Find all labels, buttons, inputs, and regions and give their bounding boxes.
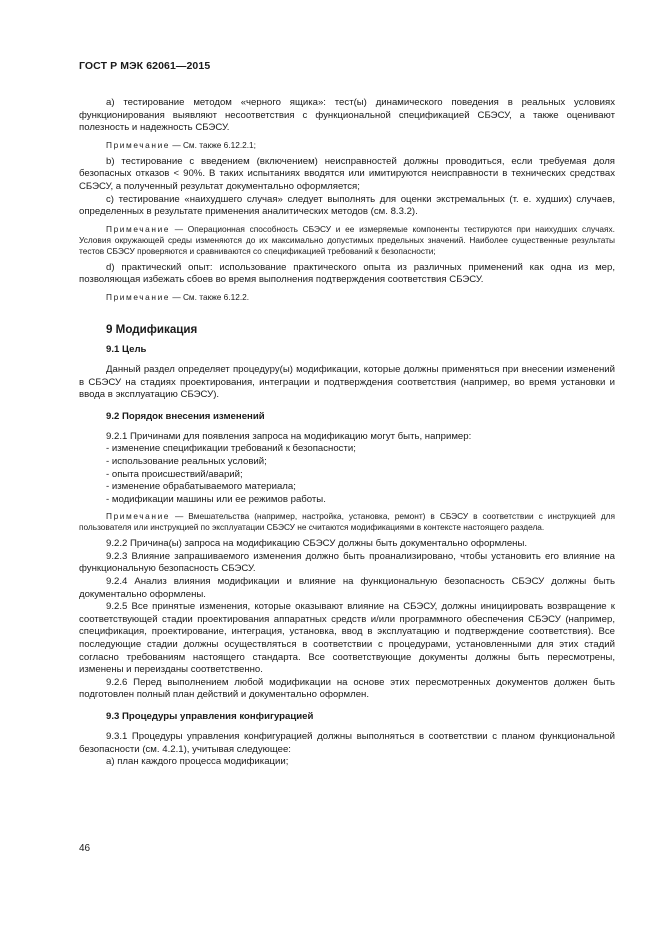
note-2-text: — Операционная способность СБЭСУ и ее измеряемые компоненты тестируются при наихудших случаях. Условия окружающей среды изменяются до их максимально допустимых предельных значений. Наиболее существенные результаты тестов СБЭСУ проверяются и сравниваются со спецификацией требований к безопасности; <box>79 223 615 256</box>
note-label: Примечание <box>106 223 171 234</box>
note-label: Примечание <box>106 511 171 522</box>
note-3-text: — См. также 6.12.2. <box>170 291 250 302</box>
list-item: - опыта происшествий/аварий; <box>106 468 243 480</box>
note-1 <box>79 140 615 151</box>
list-item: - изменение спецификации требований к безопасности; <box>106 443 356 455</box>
section-9-2-4-paragraph: 9.2.4 Анализ влияния модификации и влияние на функциональную безопасность СБЭСУ должны быть документально оформлены. <box>79 576 615 600</box>
section-9-3-heading: 9.3 Процедуры управления конфигурацией <box>106 711 314 722</box>
note-label: Примечание <box>106 139 171 150</box>
list-item: - использование реальных условий; <box>106 455 267 467</box>
item-a-paragraph: а) тестирование методом «черного ящика»: тест(ы) динамического поведения в реальных условиях функционирования выявляют несоответствия с функциональной спецификацией СБЭСУ, а также оценивают полезность и надежность СБЭСУ. <box>79 97 615 134</box>
section-9-1-heading: 9.1 Цель <box>106 343 147 355</box>
section-9-1-paragraph: Данный раздел определяет процедуру(ы) модификации, которые должны применяться при внесении изменений в СБЭСУ на стадиях проектирования, интеграции и подтверждения соответствия (например, во время установки и ввода в эксплуатацию СБЭСУ). <box>79 363 615 401</box>
page-content <box>79 97 615 769</box>
section-9-2-2-paragraph: 9.2.2 Причина(ы) запроса на модификацию СБЭСУ должны быть документально оформлены. <box>106 538 528 550</box>
standard-header: ГОСТ Р МЭК 62061—2015 <box>79 60 211 72</box>
note-label: Примечание <box>106 291 171 302</box>
item-c-paragraph: с) тестирование «наихудшего случая» следует выполнять для оценки экстремальных (т. е. худших) случаев, определенных в результате применения аналитических методов (см. 8.3.2). <box>79 193 615 218</box>
item-d-paragraph: d) практический опыт: использование практического опыта из различных применений как одна из мер, позволяющая избежать сбоев во время выполнения подтверждения соответствия СБЭСУ. <box>79 261 615 286</box>
note-3 <box>79 292 615 303</box>
list-item: - модификации машины или ее режимов работы. <box>106 493 326 505</box>
note-1-text: — См. также 6.12.2.1; <box>170 139 256 150</box>
section-9-2-3-paragraph: 9.2.3 Влияние запрашиваемого изменения должно быть проанализировано, чтобы установить его влияние на функциональную безопасность СБЭСУ. <box>79 550 615 575</box>
note-4-text: — Вмешательства (например, настройка, установка, ремонт) в СБЭСУ в соответствии с инструкцией для пользователя или инструкцией по эксплуатации СБЭСУ не считаются модификациями в контексте настоящего раздела. <box>79 511 615 533</box>
section-9-3-1-paragraph: 9.3.1 Процедуры управления конфигурацией должны выполняться в соответствии с планом функциональной безопасности (см. 4.2.1), учитывая следующее: <box>79 731 615 755</box>
item-b-paragraph: b) тестирование с введением (включением) неисправностей должны проводиться, если требуемая доля безопасных отказов < 90%. В таких испытаниях вводятся или имитируются неисправности в технических средствах СБЭСУ, а полученный результат документально оформляется; <box>79 155 615 192</box>
section-9-2-6-paragraph: 9.2.6 Перед выполнением любой модификации на основе этих пересмотренных документов должен быть подготовлен полный план действий и документально оформлен. <box>79 676 615 701</box>
section-9-2-heading: 9.2 Порядок внесения изменений <box>106 410 265 422</box>
reasons-list <box>79 443 615 506</box>
section-9-3-1-a-paragraph: а) план каждого процесса модификации; <box>106 756 289 768</box>
section-9-heading: 9 Модификация <box>106 322 198 336</box>
note-4 <box>79 511 615 533</box>
list-item: - изменение обрабатываемого материала; <box>106 481 296 493</box>
note-2 <box>79 224 615 257</box>
page-number: 46 <box>79 843 91 854</box>
section-9-2-1-paragraph: 9.2.1 Причинами для появления запроса на модификацию могут быть, например: <box>106 430 472 442</box>
section-9-2-5-paragraph: 9.2.5 Все принятые изменения, которые оказывают влияние на СБЭСУ, должны инициировать возвращение к соответствующей стадии проектирования аппаратных средств и/или программного обеспечения СБЭСУ (например, спецификация, проектирование, интеграция, установка, ввод в эксплуатацию и подтверждение соответствия). Все последующие стадии должны осуществляться в соответствии с процедурами, установленными для этих стадий согласно требованиям настоящего стандарта. Все соответствующие документы должны быть пересмотрены, изменены и переизданы соответственно. <box>79 601 615 676</box>
